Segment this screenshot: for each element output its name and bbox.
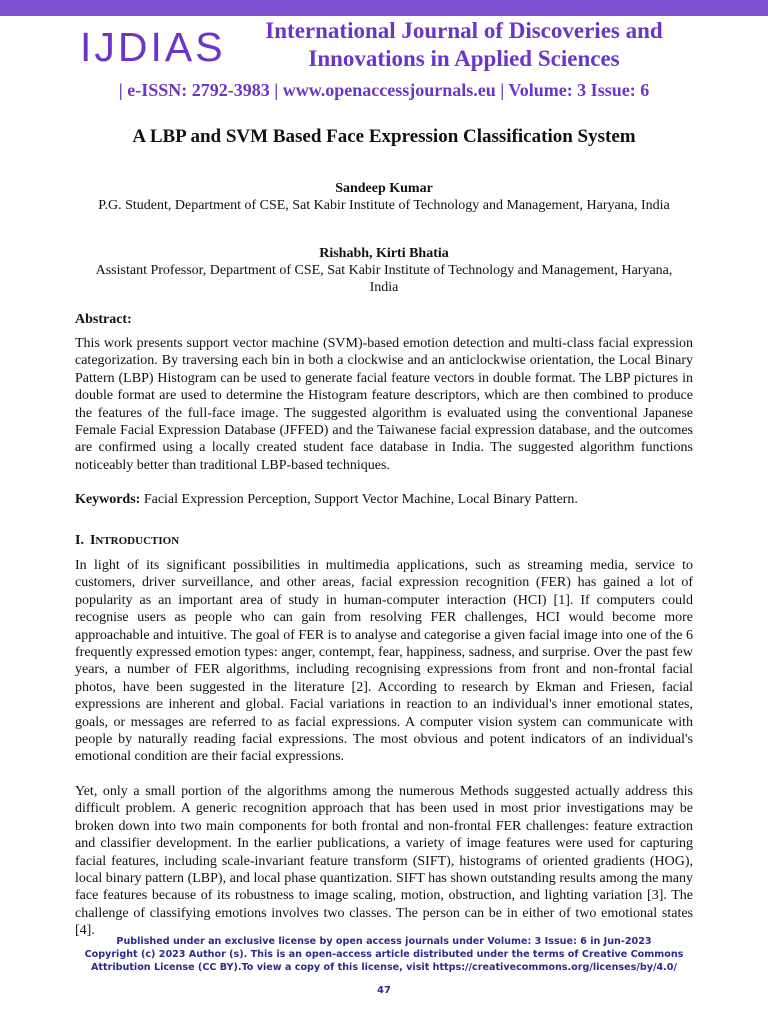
keywords-text: Facial Expression Perception, Support Vector Machine, Local Binary Pattern. — [143, 492, 578, 507]
section-number: I. — [75, 533, 84, 548]
footer-license-line-3: Attribution License (CC BY).To view a copy of this license, visit https://creativecommons.org/licenses/by/4.0/ — [91, 962, 677, 973]
issn-line: | e-ISSN: 2792-3983 | www.openaccessjournals.eu | Volume: 3 Issue: 6 — [118, 80, 650, 100]
keywords-label: Keywords: — [75, 492, 141, 507]
author-2: Rishabh, Kirti Bhatia — [319, 246, 449, 261]
abstract-text: This work presents support vector machine (SVM)-based emotion detection and multi-class facial expression categorization. By traversing each bin in both a clockwise and an anticlockwise orientation, the Local Binary Pattern (LBP) Histogram can be used to generate facial feature vectors in double format. The LBP pictures in double format are used to determine the Histogram feature descriptors, which are then combined to produce the features of the full-face image. The suggested algorithm is evaluated using the conventional Japanese Female Facial Expression Database (JFFED) and the Taiwanese facial expression database, and the outcomes are confirmed using a locally created student face database in India. The suggested algorithm functions noticeably better than traditional LBP-based techniques. — [75, 336, 693, 473]
section-title-rest: NTRODUCTION — [95, 535, 180, 547]
footer-license-line-2: Copyright (c) 2023 Author (s). This is an open-access article distributed under the terms of Creative Commons — [84, 949, 684, 960]
author-1: Sandeep Kumar — [335, 181, 433, 196]
section-title-initial: I — [89, 533, 96, 548]
journal-logo: IJDIAS — [80, 24, 226, 70]
affiliation-1: P.G. Student, Department of CSE, Sat Kabir Institute of Technology and Management, Haryana, India — [98, 198, 670, 213]
abstract-label: Abstract: — [75, 312, 132, 327]
affiliation-2: Assistant Professor, Department of CSE, Sat Kabir Institute of Technology and Management, Haryana, India — [95, 263, 673, 295]
footer-license-line-1: Published under an exclusive license by open access journals under Volume: 3 Issue: 6 in Jun-2023 — [116, 936, 652, 947]
paper-title: A LBP and SVM Based Face Expression Classification System — [132, 126, 636, 147]
top-color-bar — [0, 0, 768, 16]
intro-paragraph-1: In light of its significant possibilities in multimedia applications, such as streaming media, service to customers, driver surveillance, and other areas, facial expression recognition (FER) has gained a lot of popularity as an important area of study in human-computer interaction (HCI) [1]. If computers could recognise users as people who can gain from resolving FER challenges, HCI would become more approachable and intuitive. The goal of FER is to analyse and categorise a given facial image into one of the 6 frequently expressed emotion types: anger, contempt, fear, happiness, sadness, and surprise. Over the past few years, a number of FER algorithms, including recognising expressions from front and non-frontal facial photos, have been suggested in the literature [2]. According to research by Ekman and Friesen, facial expressions are inherent and global. Facial variations in reaction to an individual's inner emotional states, goals, or messages are referred to as facial expressions. A computer vision system can communicate with people by naturally reading facial expressions. The most obvious and potent indicators of an individual's emotional condition are their facial expressions. — [75, 558, 693, 765]
journal-title: International Journal of Discoveries and Innovations in Applied Sciences — [265, 18, 663, 71]
keywords — [75, 491, 693, 509]
page-number: 47 — [377, 985, 391, 996]
section-heading — [75, 532, 179, 550]
intro-paragraph-2: Yet, only a small portion of the algorithms among the numerous Methods suggested actually address this difficult problem. A generic recognition approach that has been used in most prior investigations may be broken down into two main components for both frontal and non-frontal FER challenges: feature extraction and classifier development. In the earlier publications, a variety of image features were used for capturing facial features, including scale-invariant feature transform (SIFT), histograms of oriented gradients (HOG), local binary pattern (LBP), and local phase quantization. SIFT has shown outstanding results among the many face features because of its robustness to image scaling, motion, obstruction, and lighting variation [3]. The challenge of classifying emotions involves two classes. The person can be in either of two emotional states [4]. — [75, 784, 693, 939]
